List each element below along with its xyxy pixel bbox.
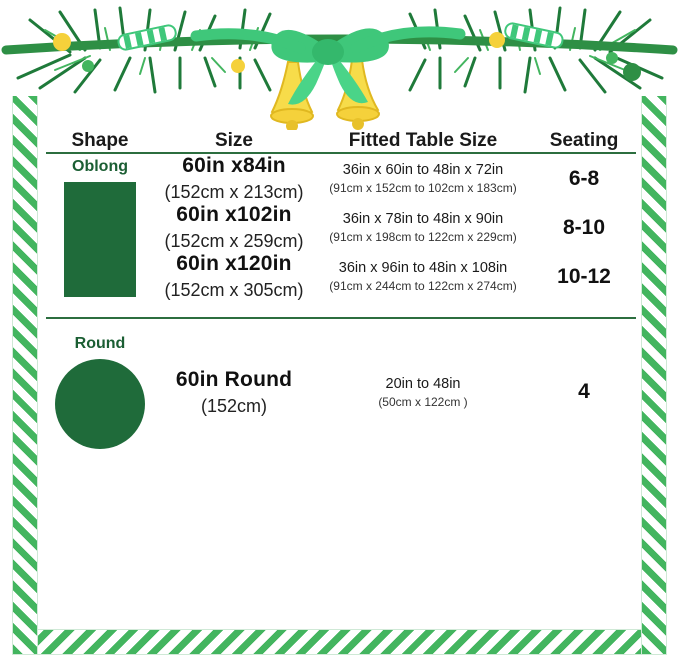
size-cell xyxy=(154,335,314,449)
fit-main: 36in x 96in to 48in x 108in xyxy=(338,260,508,276)
shape-cell-round xyxy=(46,335,154,449)
size-table xyxy=(46,130,636,449)
fit-sub: (91cm x 198cm to 122cm x 229cm) xyxy=(329,230,517,244)
shape-label-oblong: Oblong xyxy=(72,158,128,175)
fitted-size-cell xyxy=(314,203,532,252)
row-spacer xyxy=(46,319,636,335)
shape-cell-oblong xyxy=(46,154,154,301)
table-row xyxy=(46,154,636,203)
seating-cell: 6-8 xyxy=(568,166,600,190)
frame-stripe-right xyxy=(641,12,667,655)
frame-stripe-bottom xyxy=(12,629,667,655)
frame-stripe-top xyxy=(12,12,667,38)
size-sub: (152cm) xyxy=(200,395,267,416)
size-table-container xyxy=(46,130,636,449)
column-header-fitted-table-size: Fitted Table Size xyxy=(348,130,498,151)
frame-stripe-left xyxy=(12,12,38,655)
fit-sub: (91cm x 152cm to 102cm x 183cm) xyxy=(329,181,517,195)
size-cell xyxy=(154,154,314,203)
column-header-seating: Seating xyxy=(549,130,619,151)
size-main: 60in Round xyxy=(175,367,293,391)
circle-swatch xyxy=(55,359,145,449)
fitted-size-cell xyxy=(314,335,532,449)
shape-label-round: Round xyxy=(74,335,126,352)
fit-main: 36in x 78in to 48in x 90in xyxy=(342,211,504,227)
size-main: 60in x102in xyxy=(176,203,292,226)
size-main: 60in x84in xyxy=(182,154,286,177)
seating-cell: 4 xyxy=(578,380,590,403)
row-spacer xyxy=(46,301,636,317)
size-cell xyxy=(154,252,314,301)
size-sub: (152cm x 259cm) xyxy=(164,231,304,251)
size-sub: (152cm x 305cm) xyxy=(164,280,304,300)
fit-main: 20in to 48in xyxy=(385,375,461,392)
fit-sub: (50cm x 122cm ) xyxy=(378,394,468,409)
fitted-size-cell xyxy=(314,154,532,203)
fit-main: 36in x 60in to 48in x 72in xyxy=(342,162,504,178)
column-header-size: Size xyxy=(214,130,254,151)
size-main: 60in x120in xyxy=(176,252,292,275)
size-sub: (152cm x 213cm) xyxy=(164,182,304,202)
rectangle-swatch xyxy=(64,182,136,297)
seating-cell: 8-10 xyxy=(562,215,606,239)
seating-cell: 10-12 xyxy=(557,264,611,288)
table-row xyxy=(46,335,636,449)
table-header-row xyxy=(46,130,636,152)
fitted-size-cell xyxy=(314,252,532,301)
size-cell xyxy=(154,203,314,252)
fit-sub: (91cm x 244cm to 122cm x 274cm) xyxy=(329,279,517,293)
column-header-shape: Shape xyxy=(71,130,129,151)
